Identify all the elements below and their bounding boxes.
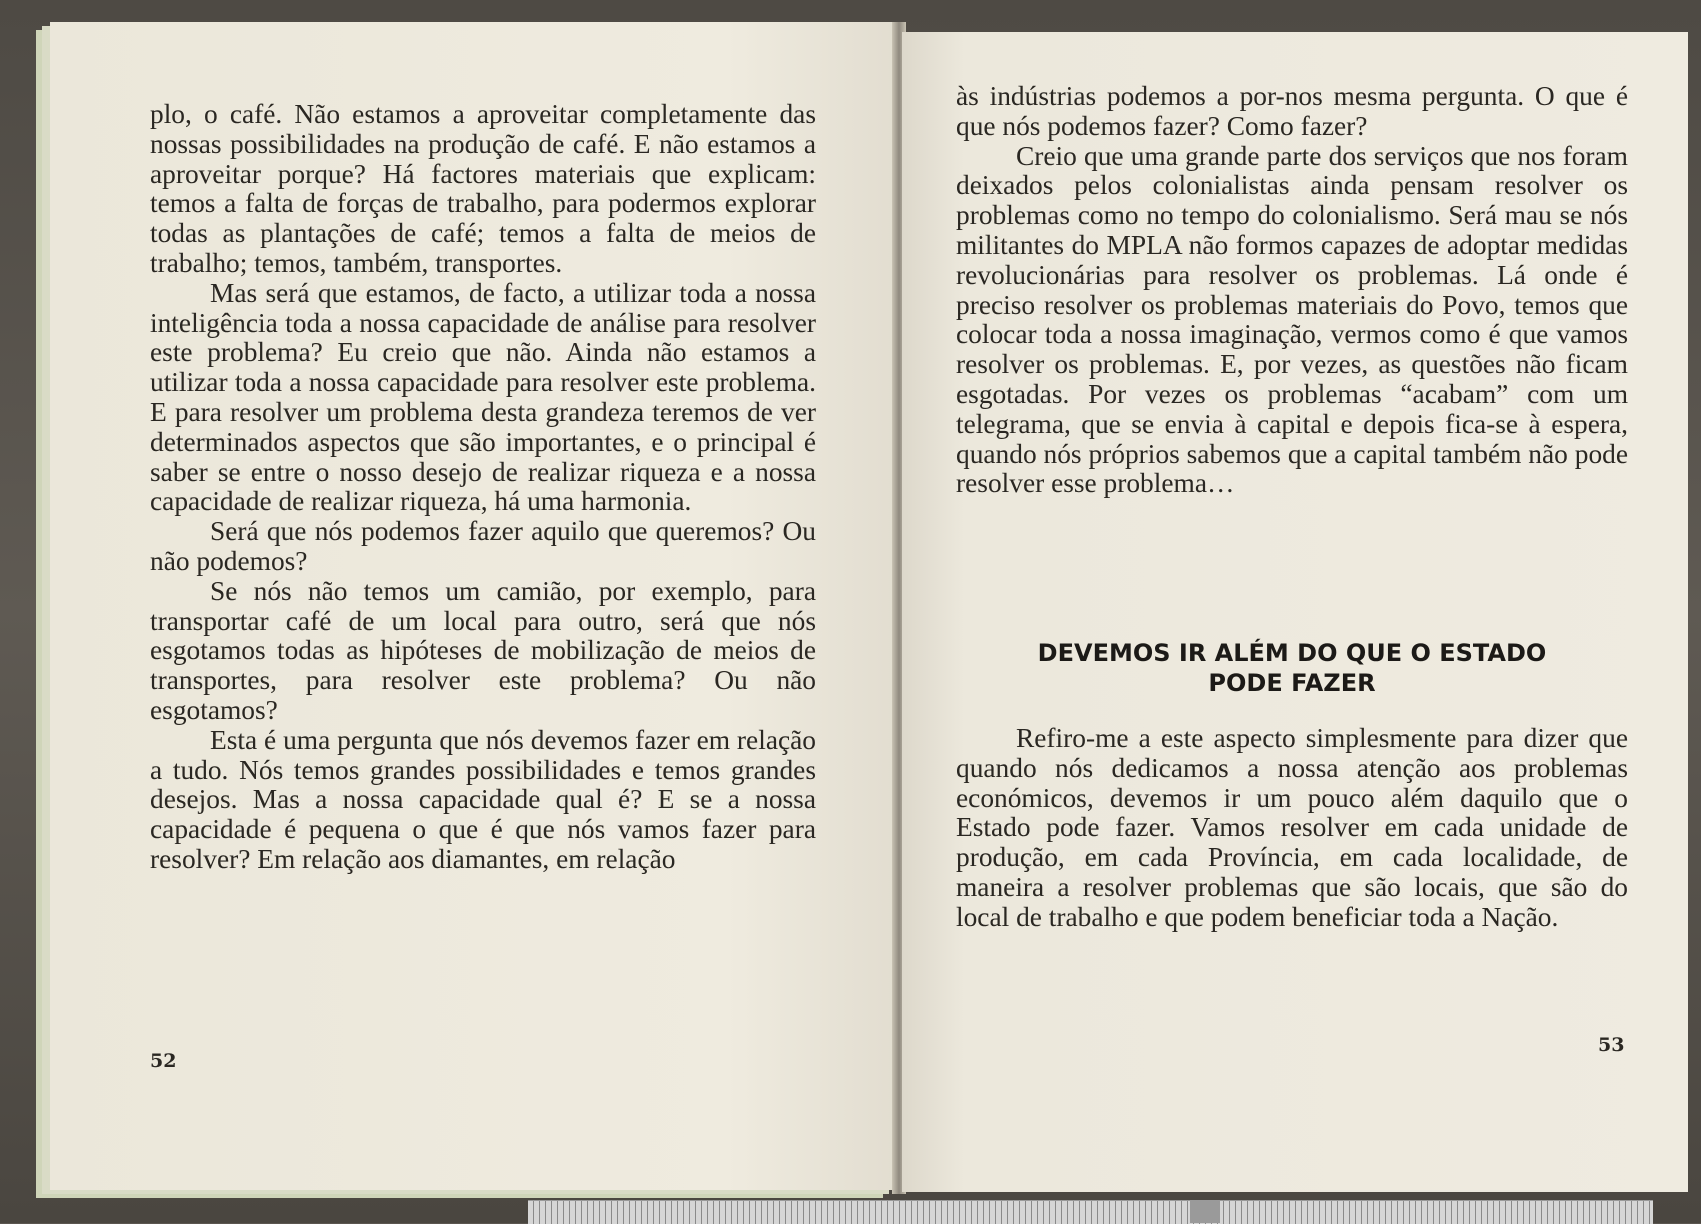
- paragraph: Mas será que estamos, de facto, a utilizar toda a nossa inteligência toda a nossa capacidade de análise para resolver este problema? Eu creio que não. Ainda não estamos a utilizar toda a nossa capacidade para resolver este problema. E para resolver um problema desta grandeza teremos de ver determinados aspectos que são importantes, e o principal é saber se entre o nosso desejo de realizar riqueza e a nossa capacidade de realizar riqueza, há uma harmonia.: [150, 277, 816, 517]
- page-number: 52: [150, 1050, 177, 1072]
- ruler-segment: [1190, 1200, 1220, 1223]
- paragraph: Será que nós podemos fazer aquilo que queremos? Ou não podemos?: [150, 516, 816, 576]
- paragraph: Refiro-me a este aspecto simplesmente para dizer que quando nós dedicamos a nossa atenção aos problemas económicos, devemos ir um pouco além daquilo que o Estado pode fazer. Vamos resolver em cada unidade de produção, em cada Província, em cada localidade, de maneira a resolver problemas que são locais, que são do local de trabalho e que podem beneficiar toda a Nação.: [956, 723, 1628, 932]
- right-page-body-top: [956, 82, 1628, 499]
- paragraph: plo, o café. Não estamos a aproveitar completamente das nossas possibilidades na produção de café. E não estamos a aproveitar porque? Há factores materiais que explicam: temos a falta de forças de trabalho, para podermos explorar todas as plantações de café; temos a falta de meios de trabalho; temos, também, transportes.: [150, 99, 816, 278]
- section-heading: [956, 638, 1628, 698]
- right-page-body-bottom: [956, 724, 1628, 933]
- left-page: [50, 22, 897, 1190]
- paragraph: Esta é uma pergunta que nós devemos fazer em relação a tudo. Nós temos grandes possibilidades e temos grandes desejos. Mas a nossa capacidade qual é? E se a nossa capacidade é pequena o que é que nós vamos fazer para resolver? Em relação aos diamantes, em relação: [150, 724, 816, 874]
- heading-line: DEVEMOS IR ALÉM DO QUE O ESTADO: [1037, 639, 1547, 667]
- heading-line: PODE FAZER: [1208, 669, 1376, 697]
- page-number: 53: [1598, 1034, 1625, 1056]
- measurement-ruler: [528, 1200, 1653, 1224]
- open-book: [32, 22, 1690, 1202]
- right-page: [902, 32, 1688, 1192]
- paragraph: Se nós não temos um camião, por exemplo, para transportar café de um local para outro, será que nós esgotamos todas as hipóteses de mobilização de meios de transportes, para resolver este problema? Ou não esgotamos?: [150, 575, 816, 725]
- left-page-body: [150, 100, 816, 875]
- paragraph: às indústrias podemos a por-nos mesma pergunta. O que é que nós podemos fazer? Como fazer?: [956, 81, 1628, 141]
- paragraph: Creio que uma grande parte dos serviços que nos foram deixados pelos colonialistas ainda pensam resolver os problemas como no tempo do colonialismo. Será mau se nós militantes do MPLA não formos capazes de adoptar medidas revolucionárias para resolver os problemas. Lá onde é preciso resolver os problemas materiais do Povo, temos que colocar toda a nossa imaginação, vermos como é que vamos resolver os problemas. E, por vezes, as questões não ficam esgotadas. Por vezes os problemas “acabam” com um telegrama, que se envia à capital e depois fica-se à espera, quando nós próprios sabemos que a capital também não pode resolver esse problema…: [956, 140, 1628, 499]
